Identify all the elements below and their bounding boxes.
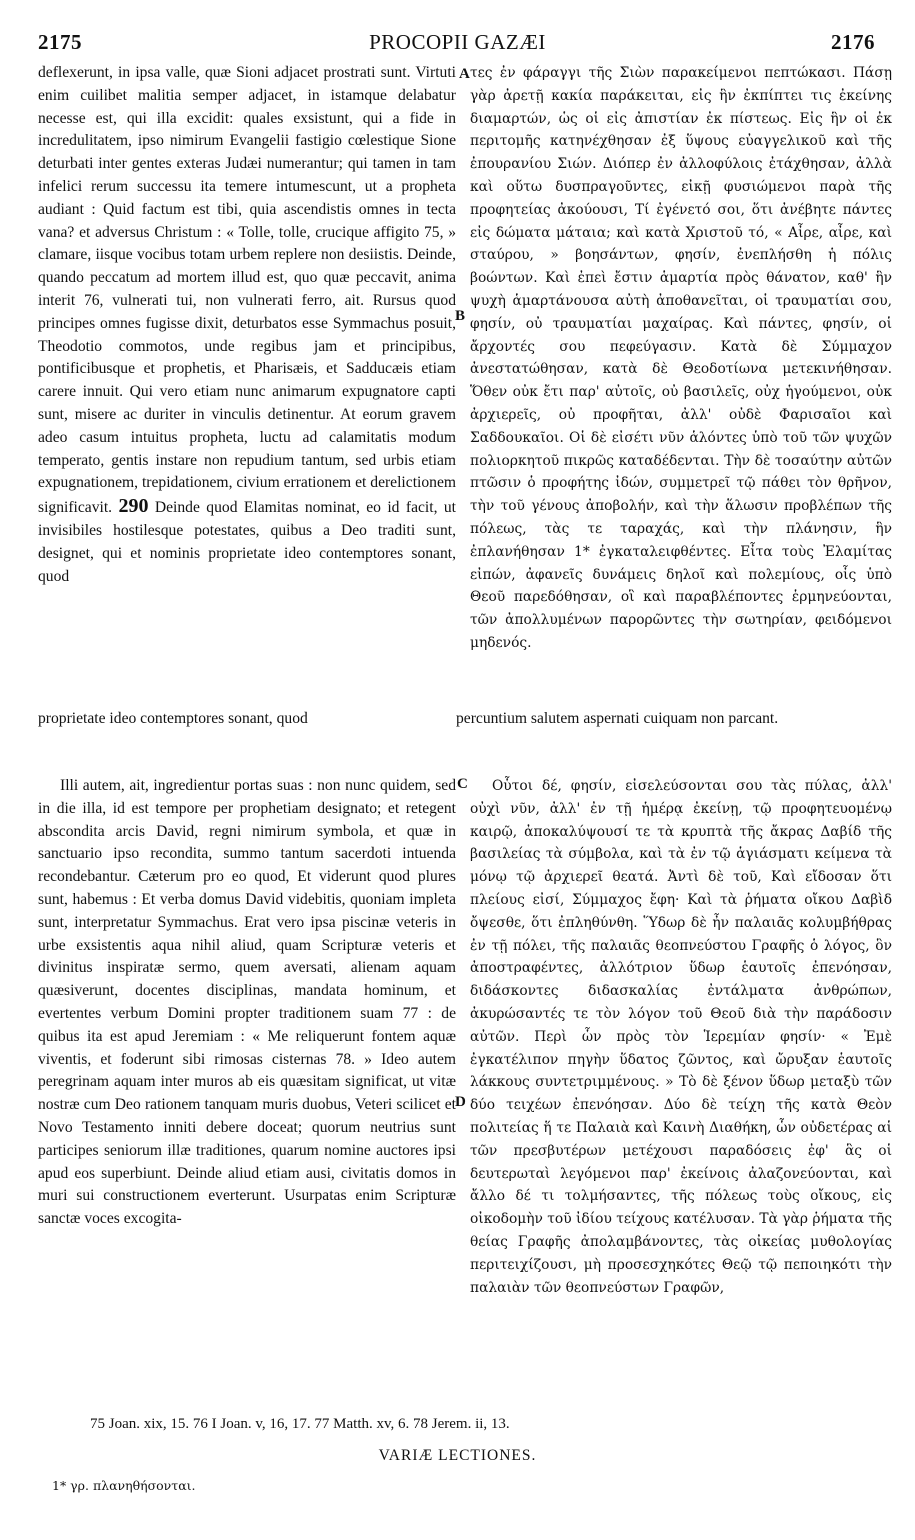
- page-number-right: 2176: [831, 30, 875, 54]
- greek-paragraph-2: Οὗτοι δέ, φησίν, εἰσελεύσονται σου τὰς πύλας, ἀλλ' οὐχὶ νῦν, ἀλλ' ἐν τῇ ἡμέρᾳ ἐκείνῃ, τῷ προφητευομένῳ καιρῷ, ἀποκαλύψουσί τε τὰ κρυπτὰ τῆς ἄκρας Δαβίδ τῆς βασιλείας τὰ σύμβολα, καὶ τὰ ἐν τῷ ἁγιάσματι κείμενα τὰ μόνῳ τῷ ἀρχιερεῖ θεατά. Ἀντὶ δὲ τοῦ, Καὶ εἴδοσαν ὅτι πλείους εἰσί, Σύμμαχος ἔφη· Καὶ τὰ ῥήματα οἴκου Δαβὶδ ὄψεσθε, ὅτι ἐπληθύνθη. Ὕδωρ δὲ ἦν παλαιᾶς κολυμβήθρας ἐν τῇ πόλει, τῆς παλαιᾶς θεοπνεύστου Γραφῆς ὁ λόγος, ὃν ἀποστραφέντες, ἀλλότριον ὕδωρ ἑαυτοῖς ἐπενόησαν, διδάσκοντες διδασκαλίας ἐντάλματα ἀνθρώπων, ἀκυρώσαντές τε τὸν λόγον τοῦ Θεοῦ διὰ τὴν παράδοσιν αὐτῶν. Περὶ ὧν πρὸς τὸν Ἱερεμίαν φησίν· « Ἐμὲ ἐγκατέλιπον πηγὴν ὕδατος ζῶντος, καὶ ὤρυξαν ἑαυτοῖς λάκκους συντετριμμένους. » Τὸ δὲ ξένον ὕδωρ μεταξὺ τῶν δύο τειχέων ἐπενόησαν. Δύο δὲ τείχη τῆς κατὰ Θεὸν πολιτείας ἥ τε Παλαιὰ καὶ Καινὴ Διαθήκη, ὧν οὐδετέρας αἱ τῶν πρεσβυτέρων μετέχουσι παραδόσεις ἐφ' ἃς οἱ δευτερωταὶ λεγόμενοι παρ' ἐκείνοις ἀλαζονεύονται, καὶ ἄλλο δέ τι τολμήσαντες, τῆς πόλεως τοὺς οἴκους, εἰς οἰκοδομὴν τοῦ ἰδίου τείχους κατέλυσαν. Τὰ γὰρ ῥήματα τῆς θείας Γραφῆς ἀπολαμβάνοντες, τὰς οἰκείας μυθολογίας περιτειχίζουσι, μὴ προσεσχηκότες Θεῷ τῷ πεποιηκότι τὴν παλαιὰν τῶν θεοπνεύστων Γραφῶν,: [470, 778, 892, 1296]
- variae-lectiones-heading: VARIÆ LECTIONES.: [378, 1447, 537, 1464]
- page-number-left: 2175: [38, 30, 82, 54]
- latin-text-1-tail: Deinde quod Elamitas nominat, eo id facit, ut invisibiles hostilesque potestates, quibus a Deo traditi sunt, designet, qui et nominis proprietate ideo contemptores sonant, quod: [38, 499, 456, 585]
- bridge-latin-continued: percuntium salutem aspernati cuiquam non parcant.: [456, 710, 779, 727]
- greek-paragraph-1: τες ἐν φάραγγι τῆς Σιὼν παρακείμενοι πεπτώκασι. Πάσῃ γὰρ ἀρετῇ κακία παράκειται, εἰς ἣν ἐκπίπτει τις ἐκείνης διαμαρτών, ὡς οἱ εἰς ἀπιστίαν ἐκ πίστεως. Εἰς ἣν οἱ ἐκ περιτομῆς κατηνέχθησαν ἐξ ὕψους εὐαγγελικοῦ καὶ τῆς ἐπουρανίου Σιών. Διόπερ ἐν ἀλλοφύλοις ἐτάχθησαν, ἀλλὰ καὶ οὕτω δυσπραγοῦντες, εἰκῇ φυσιώμενοι παρὰ τῆς προφητείας ἀκούουσι, Τί ἐγένετό σοι, ὅτι ἀνέβητε πάντες εἰς δώματα μάταια; καὶ κατὰ Χριστοῦ τό, « Αἶρε, αἶρε, καὶ σταύρου, » βοησάντων, φησίν, ἐνεπλήσθη ἡ πόλις βοώντων. Καὶ ἐπεὶ ἔστιν ἁμαρτία πρὸς θάνατον, καθ' ἣν ψυχὴ ἁμαρτάνουσα αὐτὴ ἀποθανεῖται, οἱ τραυματίαι σου, φησίν, οὐ τραυματίαι μαχαίρας. Καὶ πάντες, φησίν, οἱ ἄρχοντές σου πεφεύγασιν. Κατὰ δὲ Σύμμαχον ἀνεστατώθησαν, κατὰ δὲ Θεοδοτίωνα μετεκινήθησαν. Ὅθεν οὐκ ἔτι παρ' αὐτοῖς, οὐ βασιλεῖς, οὐχ ἡγούμενοι, οὐκ ἀρχιερεῖς, οὐ προφῆται, ἀλλ' οὐδὲ Φαρισαῖοι καὶ Σαδδουκαῖοι. Οἱ δὲ εἰσέτι νῦν ἁλόντες ὑπὸ τοῦ τῶν ψυχῶν πολιορκητοῦ πικρῶς καταδέδενται. Τὴν δὲ τοσαύτην αὐτῶν πτῶσιν ὁ προφήτης ἰδών, συμμετρεῖ τῷ πάθει τὸν θρῆνον, τὴν τοῦ γένους ἀποβολήν, καὶ τὴν ἅλωσιν προβλέπων τῆς πόλεως, τὰς τε ταραχάς, καὶ τὴν πλάνησιν, ἣν ἐπλανήθησαν 1* ἐγκαταλειφθέντες. Εἶτα τοὺς Ἐλαμίτας εἰπών, ἀφανεῖς δυνάμεις δηλοῖ καὶ πολεμίους, οἷς ὑπὸ Θεοῦ παρεδόθησαν, οἳ καὶ παραβλέποντες ἑρμηνεύονται, τῶν ἀπολλυμένων παρορῶντες τὴν σωτηρίαν, φειδόμενοι μηδενός.: [470, 65, 892, 651]
- latin-text-1: deflexerunt, in ipsa valle, quæ Sioni adjacet prostrati sunt. Virtuti enim cuilibet malitia semper adjacet, in istamque delabatur necesse est, qui illa excidit: quales exsistunt, qui a fide in incredulitatem, ipso nimirum Evangelii fastigio cœlestique Sione deturbati inter gentes exteras Judæi numerantur; qui tamen in tam infelici rerum successu ita temere intumescunt, ut a propheta audiant : Quid factum est tibi, quia ascendistis omnes in tecta vana? et adversus Christum : « Tolle, tolle, crucique affigito 75, » clamare, iisque vocibus totam urbem replere non desiistis. Deinde, quando peccatum ad mortem illud est, quo quæ peccavit, anima interit 76, vulnerati tui, non vulnerati ferro, ait. Rursus quod principes omnes fugisse dixit, deturbatos esse Symmachus posuit, Theodotio commotos, unde regibus jam et principibus, pontificibusque et prophetis, et Pharisæis, et Sadducæis etiam carere innuit. Qui vero etiam nunc animarum expugnatore capti sunt, misere ac duriter in vinculis detinentur. At eorum gravem adeo casum intuitus propheta, luctu ad calamitatis modum temperato, gentis instare non repudium tantum, sed urbis etiam expugnationem, trepidationem, civium errationem et derelictionem significavit.: [38, 64, 456, 517]
- bridging-line: [38, 708, 893, 731]
- margin-marker-d: D: [455, 1094, 466, 1110]
- latin-column-top: [38, 62, 456, 702]
- footnotes: 75 Joan. xix, 15. 76 I Joan. v, 16, 17. 77 Matth. xv, 6. 78 Jerem. ii, 13.: [90, 1416, 510, 1432]
- greek-column-top: [470, 62, 892, 707]
- bridge-latin: proprietate ideo contemptores sonant, quod: [38, 710, 308, 727]
- margin-marker-c: C: [457, 776, 468, 792]
- greek-column-bottom: [470, 775, 892, 1395]
- variae-lectiones-item: 1* γρ. πλανηθήσονται.: [52, 1478, 196, 1493]
- page-header: [0, 30, 915, 60]
- column-number: 290: [118, 495, 149, 518]
- running-title: PROCOPII GAZÆI: [369, 30, 546, 54]
- latin-paragraph-1: [38, 62, 456, 588]
- margin-marker-a: A: [459, 66, 470, 82]
- margin-marker-b: B: [455, 308, 466, 324]
- latin-paragraph-2: Illi autem, ait, ingredientur portas suas : non nunc quidem, sed in die illa, id est tempore per prophetiam designato; et retegent abscondita arcis David, regni nimirum symbola, et quæ in sanctuario ipso recondita, summo tantum sacerdoti intuenda recondebantur. Cæterum pro eo quod, Et viderunt quod plures sunt, habemus : Et verba domus David videbitis, quoniam impleta sunt, interpretatur Symmachus. Erat vero ipsa piscinæ veteris in urbe exsistentis aqua nihil aliud, quam Scripturæ veteris et divinitus inspiratæ sermo, quem aversati, alienam aquam quæsiverunt, docentes disciplinas, mandata hominum, et evertentes verbum Domini propter traditionem suam 77 : de quibus ita est apud Jeremiam : « Me reliquerunt fontem aquæ viventis, et foderunt sibi rimosas cisternas 78. » Ideo autem peregrinam aquam inter muros ab eis quæsitam significat, ut vitæ nostræ cum Deo rationem tanquam muris duobus, Veteri scilicet et Novo Testamento inniti debere doceat; quorum neutrius sunt participes seniorum illæ traditiones, quarum nomine auctores ipsi apud eos superbiunt. Deinde aliud etiam ausi, civitatis domos in muri sui constructionem everterunt. Usurpatas enim Scripturæ sanctæ voces excogita-: [38, 777, 456, 1228]
- latin-column-bottom: [38, 775, 456, 1395]
